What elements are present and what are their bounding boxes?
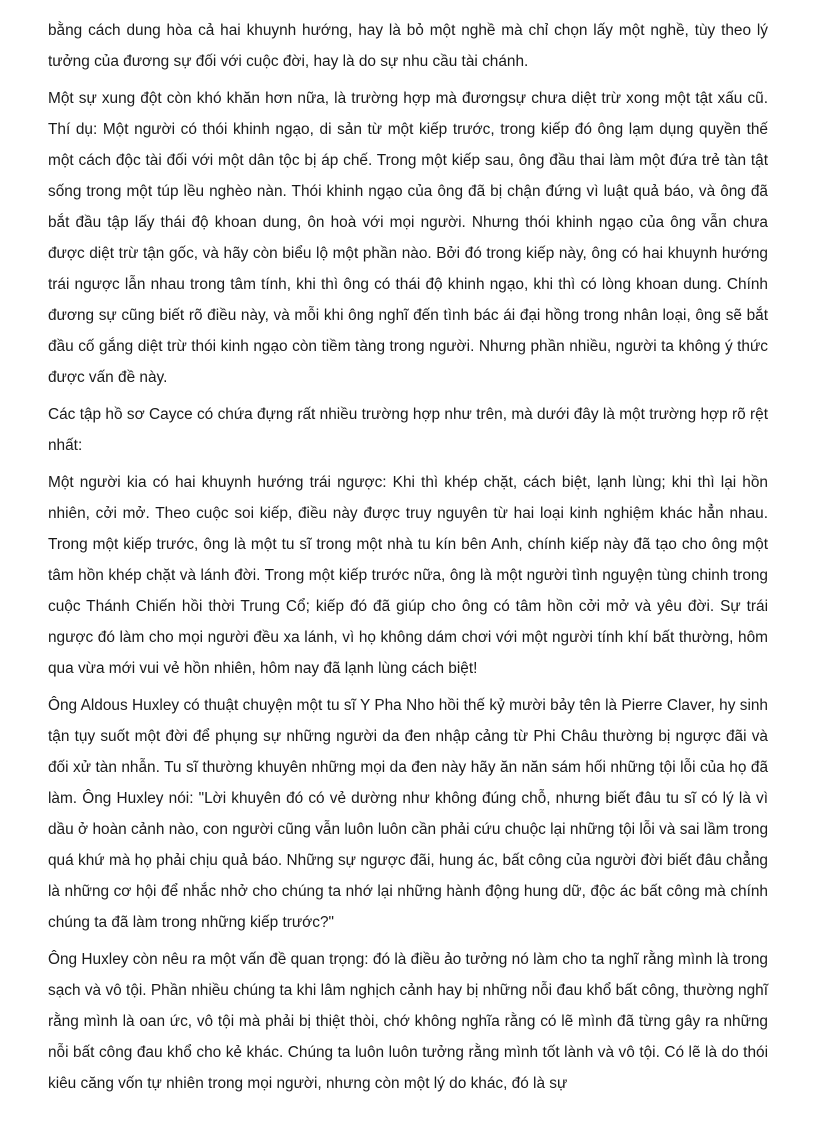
paragraph-6: Ông Huxley còn nêu ra một vấn đề quan trọng: đó là điều ảo tưởng nó làm cho ta nghĩ rằng mình là trong sạch và vô tội. Phần nhiều chúng ta khi lâm nghịch cảnh hay bị những nỗi đau khổ bất công, thường nghĩ rằng mình là oan ức, vô tội mà phải bị thiệt thòi, chớ không nghĩa rằng có lẽ mình đã từng gây ra những nỗi bất công đau khổ cho kẻ khác. Chúng ta luôn luôn tưởng rằng mình tốt lành và vô tội. Có lẽ là do thói kiêu căng vốn tự nhiên trong mọi người, nhưng còn một lý do khác, đó là sự — [48, 951, 768, 1092]
paragraph-3: Các tập hồ sơ Cayce có chứa đựng rất nhiều trường hợp như trên, mà dưới đây là một trường hợp rõ rệt nhất: — [48, 406, 768, 454]
paragraph-1: bằng cách dung hòa cả hai khuynh hướng, hay là bỏ một nghề mà chỉ chọn lấy một nghề, tùy theo lý tưởng của đương sự đối với cuộc đời, hay là do sự nhu cầu tài chánh. — [48, 22, 768, 70]
document-page — [48, 15, 768, 1105]
paragraph-4: Một người kia có hai khuynh hướng trái ngược: Khi thì khép chặt, cách biệt, lạnh lùng; khi thì lại hồn nhiên, cởi mở. Theo cuộc soi kiếp, điều này được truy nguyên từ hai loại kinh nghiệm khác hẳn nhau. Trong một kiếp trước, ông là một tu sĩ trong một nhà tu kín bên Anh, chính kiếp này đã tạo cho ông một tâm hồn khép chặt và lánh đời. Trong một kiếp trước nữa, ông là một người tình nguyện tùng chinh trong cuộc Thánh Chiến hồi thời Trung Cổ; kiếp đó đã giúp cho ông có tâm hồn cởi mở và yêu đời. Sự trái ngược đó làm cho mọi người đều xa lánh, vì họ không dám chơi với một người tính khí bất thường, hôm qua vừa mới vui vẻ hồn nhiên, hôm nay đã lạnh lùng cách biệt! — [48, 474, 768, 677]
paragraph-5: Ông Aldous Huxley có thuật chuyện một tu sĩ Y Pha Nho hồi thế kỷ mười bảy tên là Pierre Claver, hy sinh tận tụy suốt một đời để phụng sự những người da đen nhập cảng từ Phi Châu thường bị ngược đãi và đối xử tàn nhẫn. Tu sĩ thường khuyên những mọi da đen này hãy ăn năn sám hối những tội lỗi của họ đã làm. Ông Huxley nói: "Lời khuyên đó có vẻ dường như không đúng chỗ, nhưng biết đâu tu sĩ có lý là vì dầu ở hoàn cảnh nào, con người cũng vẫn luôn luôn cần phải cứu chuộc lại những tội lỗi và sai lầm trong quá khứ mà họ phải chịu quả báo. Những sự ngược đãi, hung ác, bất công của người đời biết đâu chẳng là những cơ hội để nhắc nhở cho chúng ta nhớ lại những hành động hung dữ, độc ác bất công mà chính chúng ta đã làm trong những kiếp trước?" — [48, 697, 768, 931]
paragraph-2: Một sự xung đột còn khó khăn hơn nữa, là trường hợp mà đươngsự chưa diệt trừ xong một tật xấu cũ. Thí dụ: Một người có thói khinh ngạo, di sản từ một kiếp trước, trong kiếp đó ông lạm dụng quyền thế một cách độc tài đối với một dân tộc bị áp chế. Trong một kiếp sau, ông đầu thai làm một đứa trẻ tàn tật sống trong một túp lều nghèo nàn. Thói khinh ngạo của ông đã bị chận đứng vì luật quả báo, và ông đã bắt đầu tập lấy thái độ khoan dung, ôn hoà với mọi người. Nhưng thói khinh ngạo của ông vẫn chưa được diệt trừ tận gốc, và hãy còn biểu lộ một phần nào. Bởi đó trong kiếp này, ông có hai khuynh hướng trái ngược lẫn nhau trong tâm tính, khi thì ông có thái độ khinh ngạo, khi thì có lòng khoan dung. Chính đương sự cũng biết rõ điều này, và mỗi khi ông nghĩ đến tình bác ái đại hồng trong nhân loại, ông sẽ bắt đầu cố gắng diệt trừ thói kinh ngạo còn tiềm tàng trong người. Nhưng phần nhiều, người ta không ý thức được vấn đề này. — [48, 90, 768, 386]
